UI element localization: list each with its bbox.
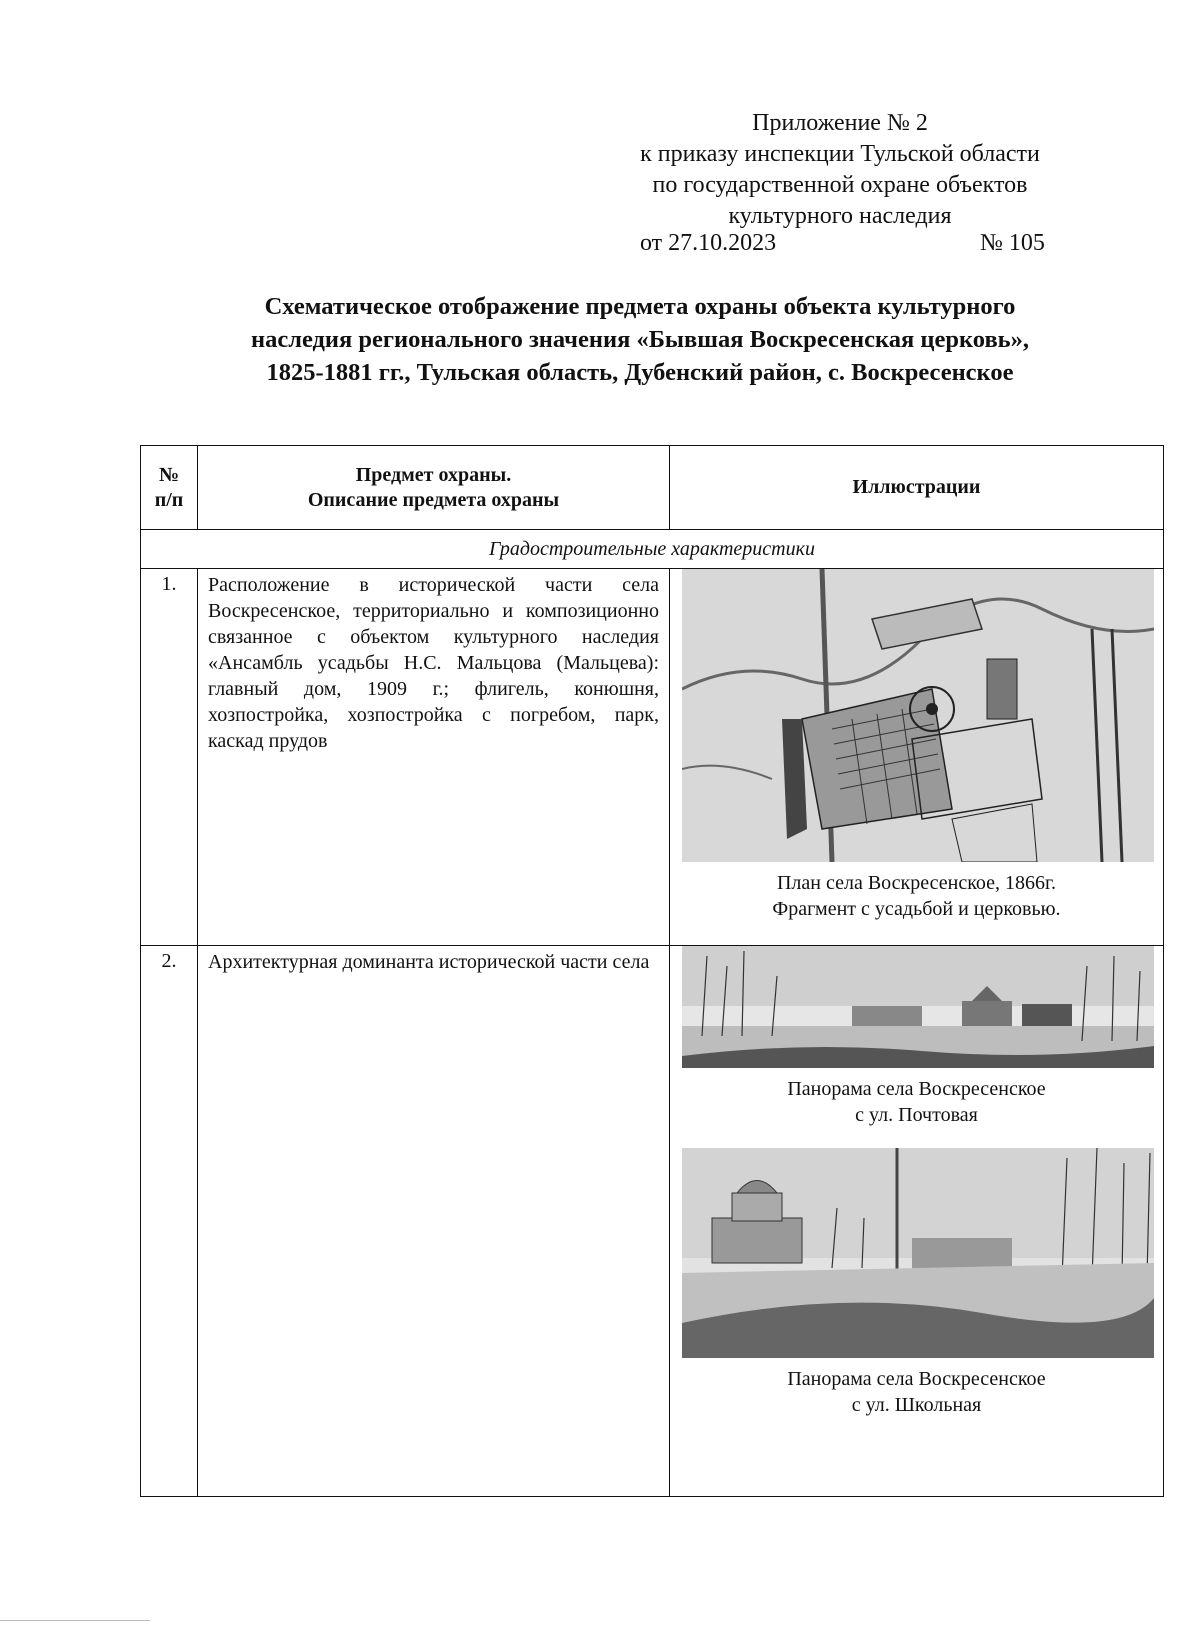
table-row: [141, 569, 1164, 946]
table-row: [141, 946, 1164, 1497]
historical-map-image: [682, 569, 1154, 862]
appendix-title: Приложение № 2: [752, 110, 928, 136]
title-line-3: 1825-1881 гг., Тульская область, Дубенский район, с. Воскресенское: [266, 359, 1014, 386]
header-subject-line1: Предмет охраны.: [355, 463, 512, 486]
title-line-2: наследия регионального значения «Бывшая Воскресенская церковь»,: [250, 326, 1030, 353]
appendix-order-ref-2: по государственной охране объектов: [652, 172, 1028, 198]
image-caption: [670, 1366, 1163, 1418]
image-caption: [670, 1076, 1163, 1128]
image-caption: [670, 870, 1163, 922]
order-line: [640, 230, 1045, 257]
row-illustrations: [670, 569, 1164, 946]
appendix-header: [560, 108, 1120, 232]
caption-line-2: Фрагмент с усадьбой и церковью.: [772, 898, 1061, 920]
row-number: 2.: [141, 946, 198, 1497]
panorama-photo: [682, 1148, 1154, 1358]
table-header-row: [141, 446, 1164, 530]
header-number-line1: №: [158, 463, 180, 486]
header-illustrations: Иллюстрации: [670, 446, 1164, 530]
row-number: 1.: [141, 569, 198, 946]
divider: [0, 1620, 150, 1621]
header-subject: [198, 446, 670, 530]
caption-line-1: Панорама села Воскресенское: [787, 1078, 1046, 1100]
title-line-1: Схематическое отображение предмета охраны объекта культурного: [264, 293, 1016, 320]
caption-line-2: с ул. Почтовая: [855, 1104, 978, 1126]
row-description: Архитектурная доминанта исторической части села: [198, 946, 670, 1497]
panorama-photo: [682, 946, 1154, 1068]
appendix-order-ref: к приказу инспекции Тульской области: [640, 141, 1040, 167]
appendix-order-ref-3: культурного наследия: [728, 203, 952, 229]
caption-line-1: Панорама села Воскресенское: [787, 1368, 1046, 1390]
order-number: № 105: [980, 230, 1045, 256]
order-date: от 27.10.2023: [640, 230, 777, 256]
section-row: [141, 530, 1164, 569]
protection-subject-table: [140, 445, 1164, 1497]
row-description: Расположение в исторической части села Воскресенское, территориально и композиционно связанное с объектом культурного наследия «Ансамбль усадьбы Н.С. Мальцова (Мальцева): главный дом, 1909 г.; флигель, конюшня, хозпостройка, хозпостройка с погребом, парк, каскад прудов: [198, 569, 670, 946]
caption-line-1: План села Воскресенское, 1866г.: [776, 872, 1056, 894]
row-illustrations: [670, 946, 1164, 1497]
caption-line-2: с ул. Школьная: [851, 1394, 982, 1416]
document-title: [140, 290, 1140, 389]
header-subject-line2: Описание предмета охраны: [307, 488, 560, 511]
header-number: [141, 446, 198, 530]
section-title: Градостроительные характеристики: [141, 530, 1164, 569]
header-number-line2: п/п: [154, 488, 184, 511]
